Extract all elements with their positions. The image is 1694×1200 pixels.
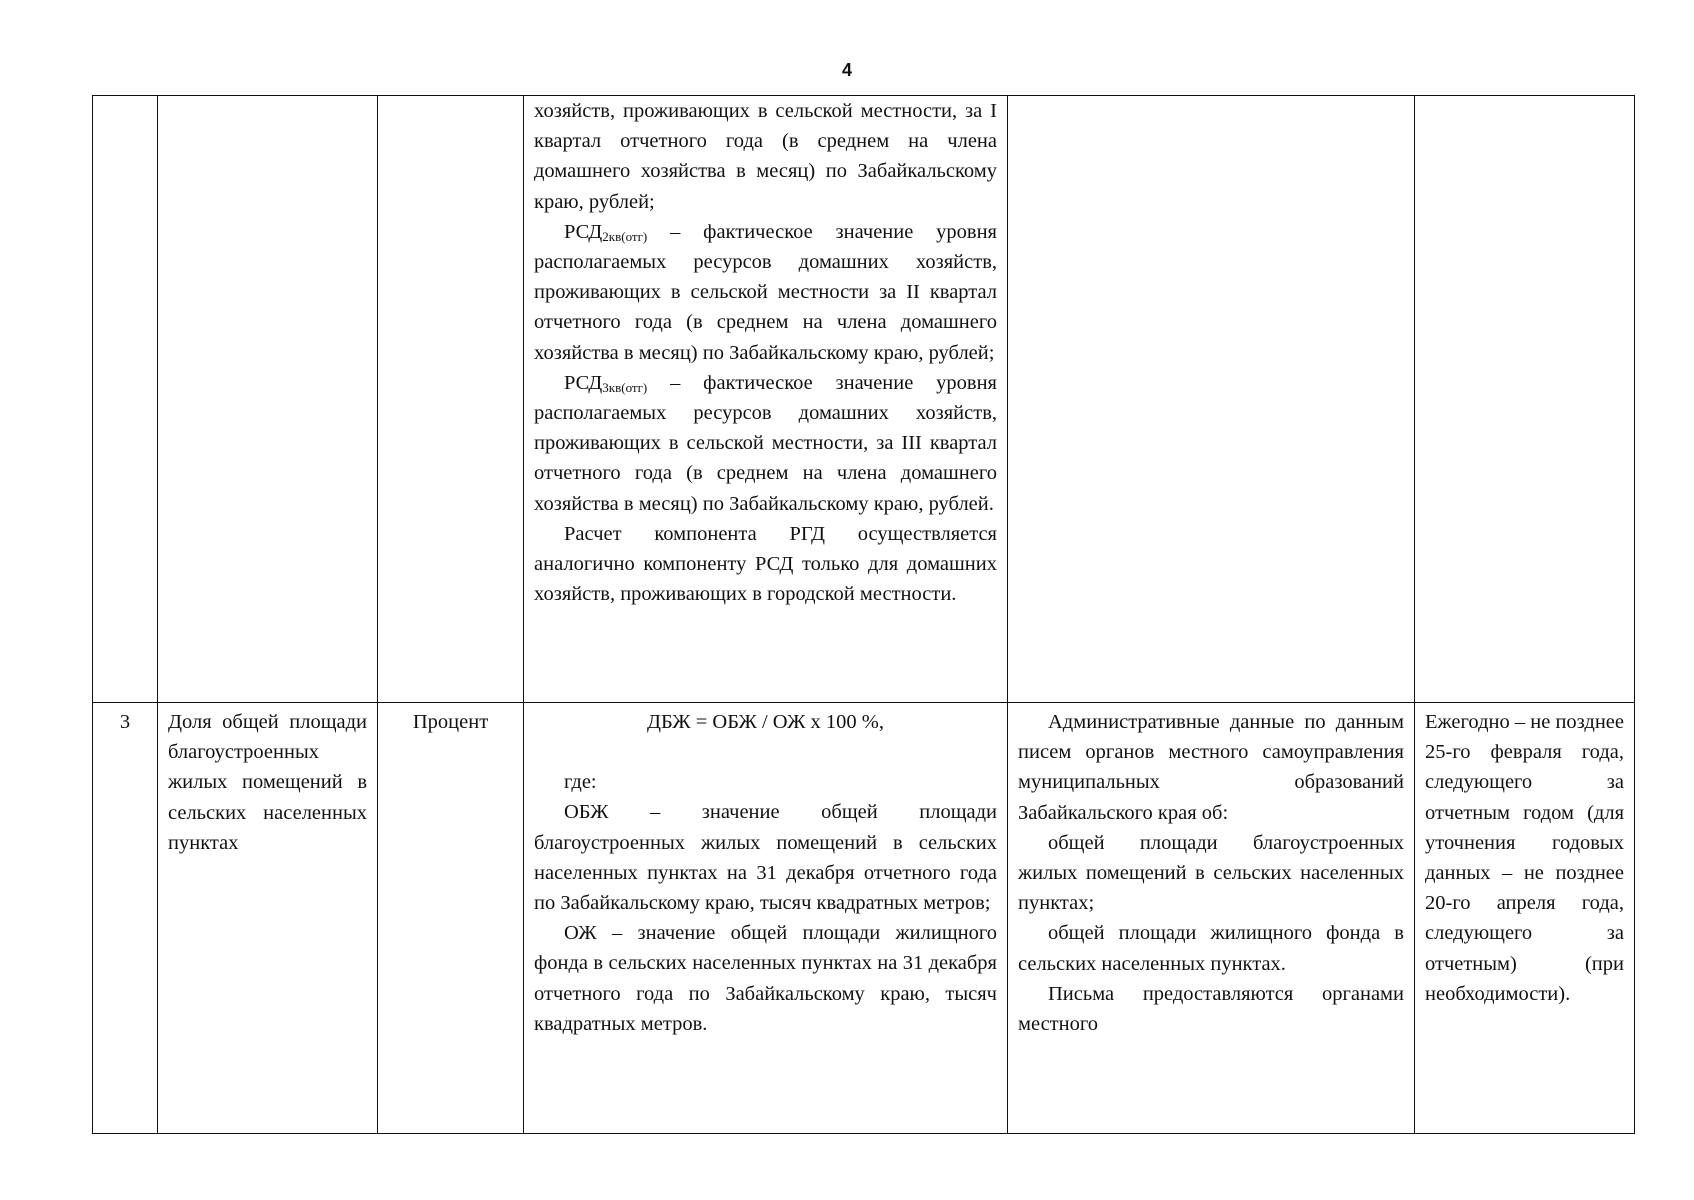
data-source <box>1008 703 1415 1134</box>
source-paragraph: общей площади жилищного фонда в сельских населенных пунктах. <box>1018 922 1404 975</box>
method-paragraph: $РСД_{2кв(отг)}$ – фактическое значение уровня располагаемых ресурсов домашних хозяйств, проживающих в сельской местности за II квартал отчетного года (в среднем на члена домашнего хозяйства в месяц) по Забайкальскому краю, рублей; <box>534 220 997 364</box>
cell-source <box>1008 96 1415 703</box>
method-paragraph: Расчет компонента РГД осуществляется аналогично компоненту РСД только для домашних хозяйств, проживающих в городской местности. <box>534 522 997 606</box>
source-paragraph: общей площади благоустроенных жилых помещений в сельских населенных пунктах; <box>1018 831 1404 915</box>
deadline: Ежегодно – не позднее 25-го февраля года, следующего за отчетным годом (для уточнения годовых данных – не позднее 20-го апреля года, следующего за отчетным) (при необходимости). <box>1415 703 1635 1134</box>
row-number: 3 <box>93 703 158 1134</box>
variable-name: РСД <box>564 220 603 243</box>
table-row-continued <box>93 96 1635 703</box>
method-paragraph: ОЖ – значение общей площади жилищного фонда в сельских населенных пунктах на 31 декабря отчетного года по Забайкальскому краю, тысяч квадратных метров. <box>534 922 997 1035</box>
formula: ДБЖ = ОБЖ / ОЖ х 100 %, <box>646 711 885 733</box>
variable-subscript: 3кв(отг) <box>602 379 648 395</box>
cell-indicator <box>158 96 378 703</box>
unit-of-measure: Процент <box>378 703 524 1134</box>
indicator-table <box>92 95 1635 1134</box>
method-paragraph: $РСД_{3кв(отг)}$ – фактическое значение уровня располагаемых ресурсов домашних хозяйств, проживающих в сельской местности, за III квартал отчетного года (в среднем на члена домашнего хозяйства в месяц) по Забайкальскому краю, рублей. <box>534 371 997 515</box>
cell-method <box>524 96 1008 703</box>
method-paragraph: ОБЖ – значение общей площади благоустроенных жилых помещений в сельских населенных пунктах на 31 декабря отчетного года по Забайкальскому краю, тысяч квадратных метров; <box>534 801 997 915</box>
cell-number <box>93 96 158 703</box>
variable-subscript: 2кв(отг) <box>602 228 648 244</box>
table-row-3 <box>93 703 1635 1134</box>
where-label: где: <box>564 771 597 794</box>
source-paragraph: Письма предоставляются органами местного <box>1018 982 1404 1036</box>
cell-unit <box>378 96 524 703</box>
method-paragraph: хозяйств, проживающих в сельской местности, за I квартал отчетного года (в среднем на члена домашнего хозяйства в месяц) по Забайкальскому краю, рублей; <box>534 100 997 213</box>
calculation-method <box>524 703 1008 1134</box>
indicator-name: Доля общей площади благоустроенных жилых помещений в сельских населенных пунктах <box>158 703 378 1134</box>
page-number: 4 <box>841 60 852 80</box>
cell-deadline <box>1415 96 1635 703</box>
variable-name: РСД <box>564 371 603 394</box>
source-paragraph: Административные данные по данным писем органов местного самоуправления муниципальных образований Забайкальского края об: <box>1018 711 1404 824</box>
